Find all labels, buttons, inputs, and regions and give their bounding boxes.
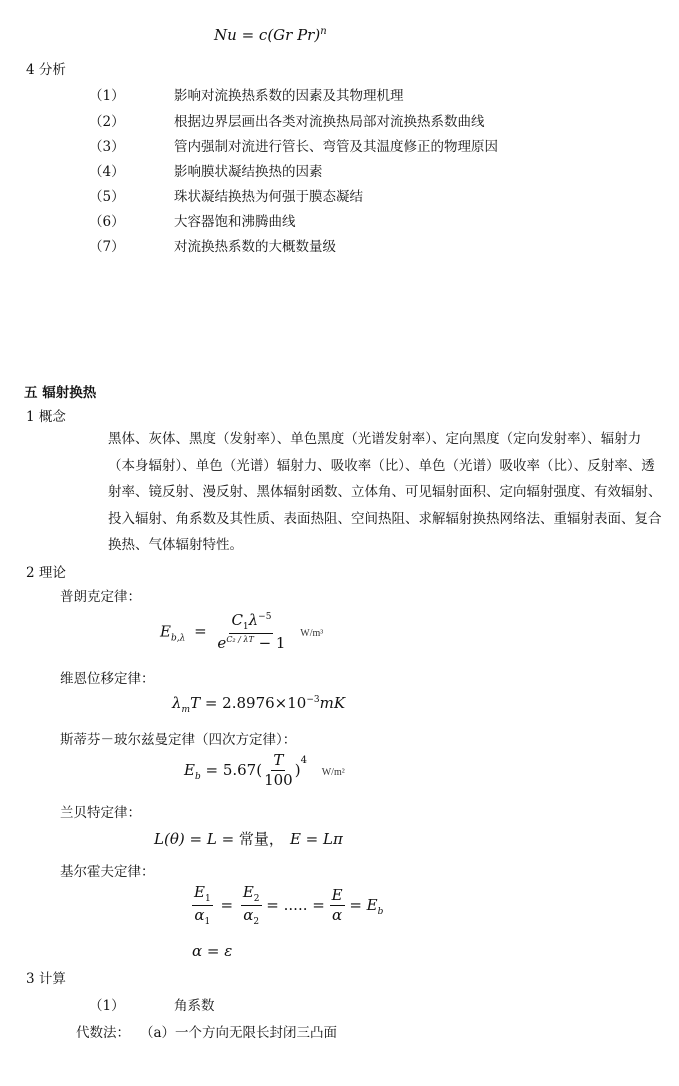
stefan-100: 100: [264, 771, 293, 790]
planck-equals: =: [194, 622, 207, 641]
item-text: 影响对流换热系数的因素及其物理机理: [174, 88, 404, 104]
stefan-fraction: [262, 752, 295, 790]
frac2-num-sub: 2: [253, 894, 260, 904]
lambert-label: 兰贝特定律：: [60, 805, 141, 821]
item-number: （2）: [89, 114, 125, 130]
lambert-equation: [154, 828, 343, 849]
item-number: （1）: [89, 88, 125, 104]
stefan-T: T: [271, 752, 285, 771]
concept-paragraph: 黑体、灰体、黑度（发射率）、单色黑度（光谱发射率）、定向黑度（定向发射率）、辐射力（本身辐射）、单色（光谱）辐射力、吸收率（比）、单色（光谱）吸收率（比）、反射率、透射率、镜反射、漫反射、黑体辐射函数、立体角、可见辐射面积、定向辐射强度、有效辐射、投入辐射、角系数及其性质、表面热阻、空间热阻、求解辐射换热网络法、重辐射表面、复合换热、气体辐射特性。: [108, 431, 662, 553]
lambert-eq2: =: [216, 830, 239, 848]
frac1-numerator: E: [194, 883, 205, 901]
planck-fraction: [215, 612, 287, 653]
stefan-exp: 4: [300, 754, 307, 766]
item-text: 影响膜状凝结换热的因素: [174, 164, 323, 180]
equals-sign: =: [236, 26, 259, 44]
concept-heading: 1 概念: [26, 409, 66, 425]
frac2-numerator: E: [242, 883, 254, 901]
planck-den-rest: − 1: [253, 634, 286, 653]
planck-lambda-exp: −5: [258, 612, 272, 622]
gr-pr-group: (Gr Pr): [267, 26, 321, 44]
stefan-E: E: [184, 760, 195, 779]
planck-e: e: [217, 634, 227, 653]
lambert-comma: ，: [268, 830, 284, 848]
frac3-numerator: E: [330, 887, 345, 906]
planck-den-exp: C₂ / λT: [226, 635, 254, 645]
kirchhoff-eq1: =: [220, 895, 234, 914]
lambert-E: E: [289, 830, 301, 848]
item-number: （5）: [89, 189, 125, 205]
frac1-denominator: α: [194, 906, 205, 925]
planck-c1-sub: 1: [242, 622, 249, 632]
wien-label: 维恩位移定律：: [60, 671, 155, 687]
item-text: 大容器饱和沸腾曲线: [174, 214, 296, 230]
kirchhoff-Eb: E: [366, 895, 378, 914]
planck-lhs: E: [160, 622, 171, 641]
lambert-L: L: [154, 830, 164, 848]
planck-equation: [160, 612, 323, 653]
kirchhoff-eq4: =: [349, 895, 367, 914]
section5-title: 五 辐射换热: [24, 385, 97, 401]
wien-T: T: [190, 694, 201, 712]
calc-heading: 3 计算: [26, 971, 66, 987]
frac3-denominator: α: [331, 906, 343, 925]
kirchhoff-equation: [192, 884, 383, 928]
calc-item-number: （1）: [89, 998, 125, 1014]
item-number: （4）: [89, 164, 125, 180]
lambert-eq3: =: [300, 830, 323, 848]
algebra-text: （a）一个方向无限长封闭三凸面: [140, 1025, 338, 1041]
top-equation: [214, 26, 327, 44]
wien-equation: [172, 694, 345, 715]
frac1-den-sub: 1: [204, 917, 211, 928]
kirchhoff-frac1: [192, 884, 213, 928]
wien-exp: −3: [306, 695, 320, 705]
section4-heading: 4 分析: [26, 62, 66, 78]
wien-rhs: = 2.8976×10: [200, 694, 307, 712]
constant-c: c: [258, 26, 268, 44]
wien-lambda-sub: m: [181, 705, 191, 715]
stefan-coef: = 5.67(: [200, 760, 263, 779]
calc-item-text: 角系数: [174, 998, 215, 1014]
item-number: （3）: [89, 139, 125, 155]
lambert-Lpi: Lπ: [323, 830, 343, 848]
wien-lambda: λ: [172, 694, 182, 712]
kirchhoff-Eb-sub: b: [377, 906, 384, 917]
lambert-eq1: =: [184, 830, 207, 848]
kirchhoff-frac2: [241, 884, 262, 928]
lambert-const: 常量: [238, 830, 269, 848]
frac1-num-sub: 1: [204, 894, 211, 904]
planck-label: 普朗克定律：: [60, 589, 141, 605]
nu-symbol: Nu: [214, 26, 237, 44]
item-number: （6）: [89, 214, 125, 230]
planck-unit: W/m³: [300, 628, 324, 640]
frac2-den-sub: 2: [253, 917, 260, 928]
planck-lambda: λ: [248, 611, 259, 629]
wien-unit-m: m: [319, 694, 334, 712]
theory-heading: 2 理论: [26, 565, 66, 581]
item-text: 珠状凝结换热为何强于膜态凝结: [174, 189, 363, 205]
frac2-denominator: α: [243, 906, 254, 925]
algebra-label: 代数法：: [76, 1025, 130, 1041]
lambert-L2: L: [206, 830, 217, 848]
planck-c1: C: [231, 611, 243, 629]
alpha-epsilon-equation: α = ε: [192, 942, 233, 960]
item-text: 管内强制对流进行管长、弯管及其温度修正的物理原因: [174, 139, 498, 155]
lambert-theta: (θ): [163, 830, 185, 848]
kirchhoff-frac3: [330, 887, 345, 925]
item-text: 根据边界层画出各类对流换热局部对流换热系数曲线: [174, 114, 485, 130]
kirchhoff-label: 基尔霍夫定律：: [60, 864, 155, 880]
stefan-E-sub: b: [194, 771, 201, 782]
stefan-close: ): [294, 760, 301, 779]
item-number: （7）: [89, 239, 125, 255]
item-text: 对流换热系数的大概数量级: [174, 239, 336, 255]
kirchhoff-dots: = ..... =: [266, 895, 330, 914]
wien-unit-K: K: [333, 694, 346, 712]
stefan-equation: [184, 752, 345, 790]
stefan-unit: W/m²: [321, 766, 345, 778]
stefan-label: 斯蒂芬－玻尔兹曼定律（四次方定律）：: [60, 732, 297, 748]
exponent-n: n: [320, 26, 327, 37]
planck-lhs-sub: b,λ: [170, 633, 186, 644]
